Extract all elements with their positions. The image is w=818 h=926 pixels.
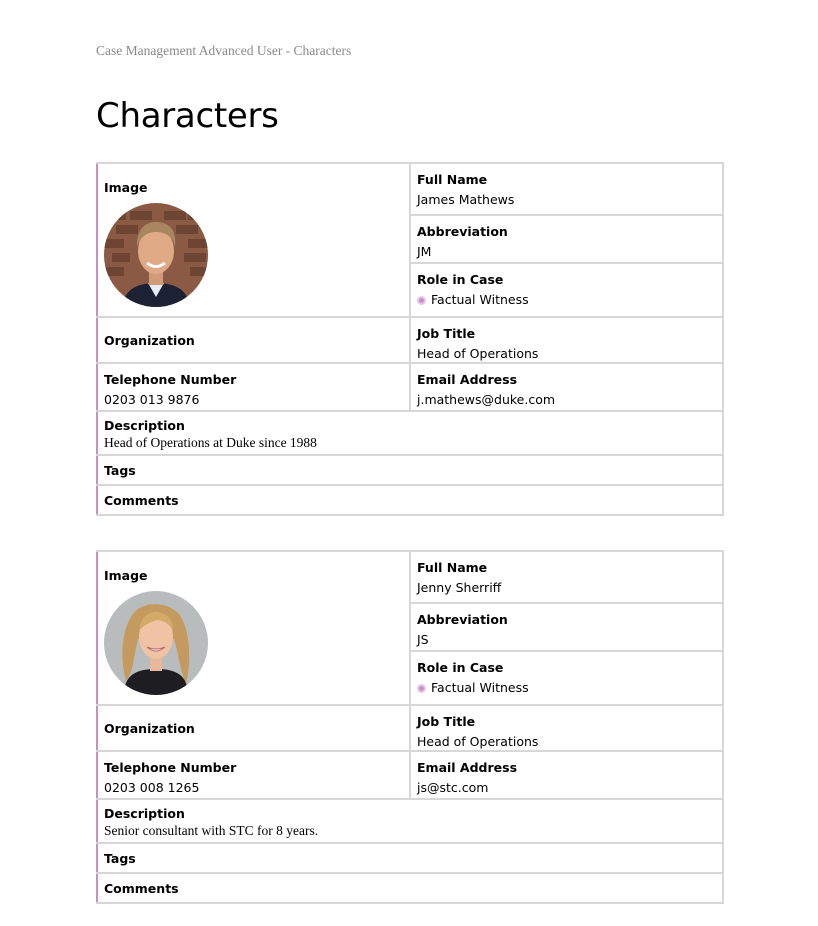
description-value: Head of Operations at Duke since 1988 bbox=[104, 435, 317, 450]
role-value bbox=[417, 675, 716, 695]
description-value: Senior consultant with STC for 8 years. bbox=[104, 823, 319, 838]
job-title-cell bbox=[410, 317, 723, 363]
description-cell bbox=[97, 411, 723, 455]
role-label: Role in Case bbox=[417, 660, 504, 675]
email-cell bbox=[410, 363, 723, 411]
full-name-value: Jenny Sherriff bbox=[417, 580, 502, 595]
portrait-man-icon bbox=[104, 203, 208, 307]
role-dot-icon bbox=[417, 684, 426, 693]
comments-cell bbox=[97, 873, 723, 903]
tags-cell bbox=[97, 455, 723, 485]
comments-label: Comments bbox=[104, 492, 179, 508]
image-cell bbox=[97, 551, 410, 705]
role-text: Factual Witness bbox=[431, 680, 529, 695]
description-cell bbox=[97, 799, 723, 843]
portrait-woman-icon bbox=[104, 591, 208, 695]
role-label: Role in Case bbox=[417, 272, 504, 287]
comments-label: Comments bbox=[104, 880, 179, 896]
organization-cell bbox=[97, 705, 410, 751]
tags-label: Tags bbox=[104, 462, 136, 478]
abbreviation-cell bbox=[410, 215, 723, 263]
abbreviation-value: JM bbox=[417, 244, 432, 259]
telephone-value: 0203 008 1265 bbox=[104, 780, 200, 795]
page-title: Characters bbox=[96, 96, 279, 136]
full-name-value: James Mathews bbox=[417, 192, 515, 207]
job-title-value: Head of Operations bbox=[417, 734, 539, 749]
email-cell bbox=[410, 751, 723, 799]
full-name-label: Full Name bbox=[417, 172, 488, 187]
abbreviation-label: Abbreviation bbox=[417, 612, 508, 627]
role-cell bbox=[410, 263, 723, 317]
telephone-cell bbox=[97, 751, 410, 799]
telephone-label: Telephone Number bbox=[104, 760, 237, 775]
full-name-cell bbox=[410, 163, 723, 215]
image-label: Image bbox=[104, 180, 148, 195]
email-value: js@stc.com bbox=[417, 780, 489, 795]
email-label: Email Address bbox=[417, 372, 518, 387]
full-name-cell bbox=[410, 551, 723, 603]
role-text: Factual Witness bbox=[431, 292, 529, 307]
job-title-value: Head of Operations bbox=[417, 346, 539, 361]
telephone-value: 0203 013 9876 bbox=[104, 392, 200, 407]
tags-label: Tags bbox=[104, 850, 136, 866]
job-title-label: Job Title bbox=[417, 714, 476, 729]
description-label: Description bbox=[104, 418, 185, 433]
character-card bbox=[96, 162, 724, 516]
role-cell bbox=[410, 651, 723, 705]
email-label: Email Address bbox=[417, 760, 518, 775]
job-title-label: Job Title bbox=[417, 326, 476, 341]
description-label: Description bbox=[104, 806, 185, 821]
organization-cell bbox=[97, 317, 410, 363]
tags-cell bbox=[97, 843, 723, 873]
comments-cell bbox=[97, 485, 723, 515]
character-card bbox=[96, 550, 724, 904]
organization-label: Organization bbox=[104, 720, 195, 736]
role-dot-icon bbox=[417, 296, 426, 305]
full-name-label: Full Name bbox=[417, 560, 488, 575]
abbreviation-cell bbox=[410, 603, 723, 651]
image-cell bbox=[97, 163, 410, 317]
role-value bbox=[417, 287, 716, 307]
telephone-cell bbox=[97, 363, 410, 411]
abbreviation-value: JS bbox=[417, 632, 429, 647]
breadcrumb: Case Management Advanced User - Characters bbox=[96, 43, 352, 58]
telephone-label: Telephone Number bbox=[104, 372, 237, 387]
job-title-cell bbox=[410, 705, 723, 751]
email-value: j.mathews@duke.com bbox=[417, 392, 556, 407]
image-label: Image bbox=[104, 568, 148, 583]
abbreviation-label: Abbreviation bbox=[417, 224, 508, 239]
organization-label: Organization bbox=[104, 332, 195, 348]
